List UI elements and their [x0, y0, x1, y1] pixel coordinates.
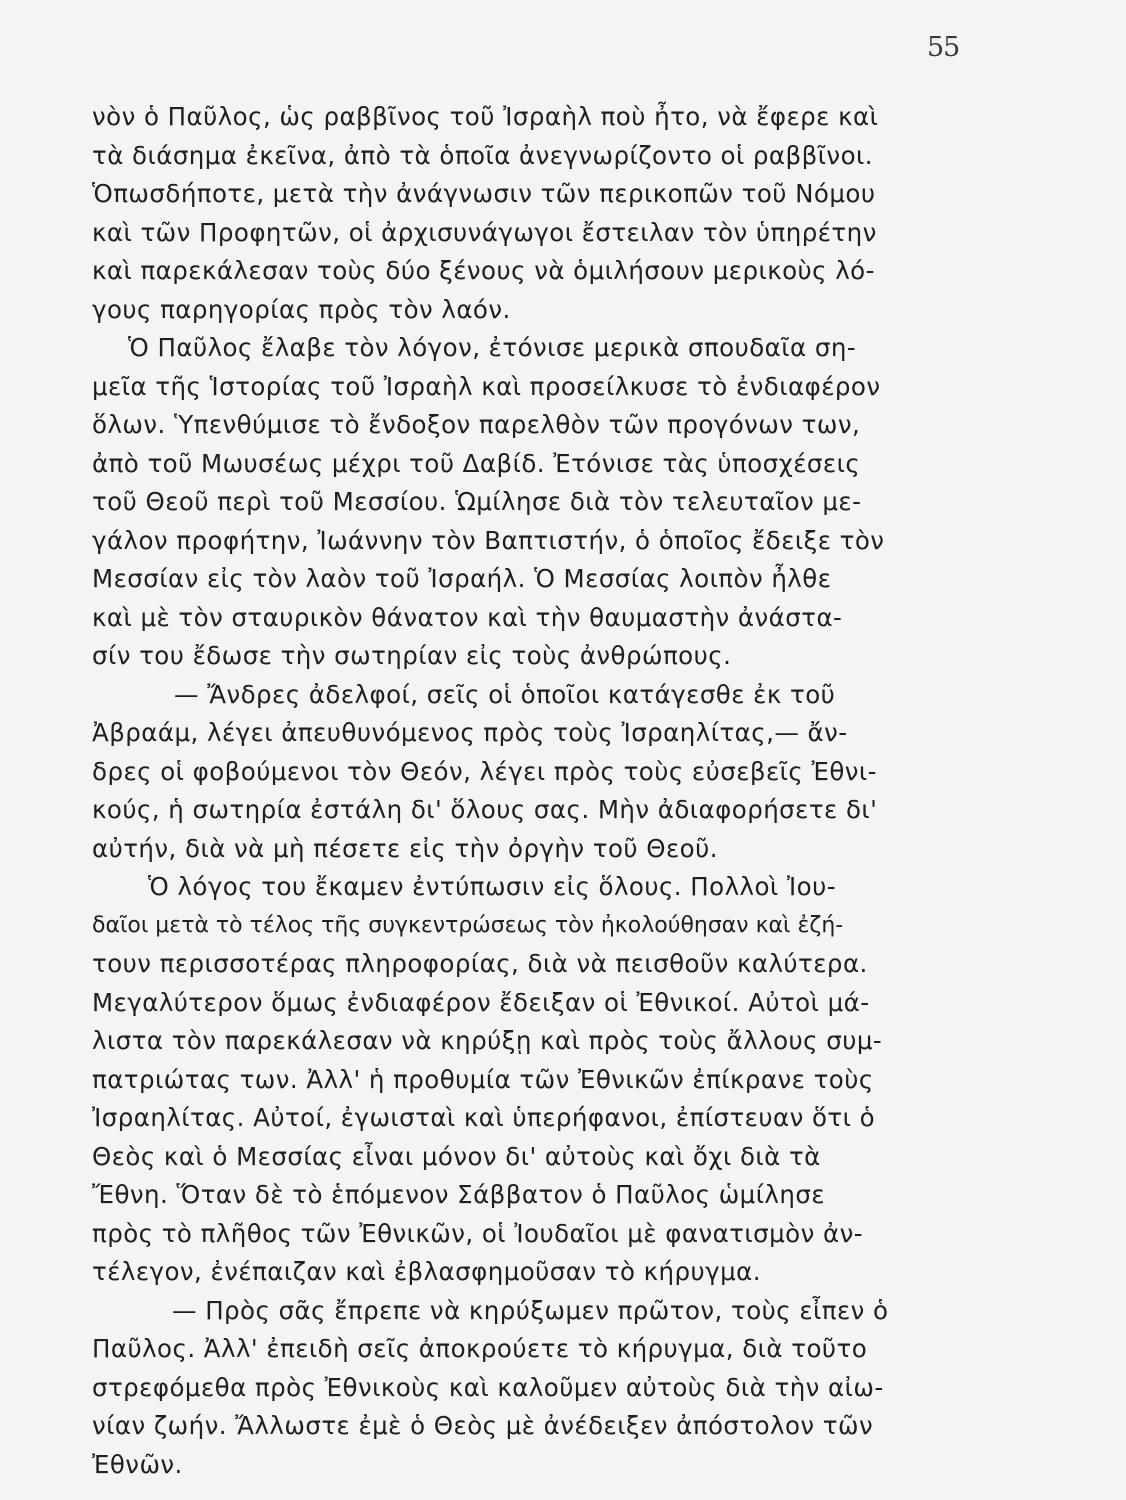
- text-line: ὅλων. Ὑπενθύμισε τὸ ἔνδοξον παρελθὸν τῶν προγόνων των,: [92, 410, 861, 439]
- text-line: γάλον προφήτην, Ἰωάννην τὸν Βαπτιστήν, ὁ ὁποῖος ἔδειξε τὸν: [92, 525, 885, 555]
- text-line: Μεγαλύτερον ὅμως ἐνδιαφέρον ἔδειξαν οἱ Ἐθνικοί. Αὐτοὶ μά-: [92, 987, 870, 1017]
- text-line: αὐτήν, διὰ νὰ μὴ πέσετε εἰς τὴν ὀργὴν τοῦ Θεοῦ.: [92, 833, 718, 863]
- text-line: νὸν ὁ Παῦλος, ὡς ραββῖνος τοῦ Ἰσραὴλ ποὺ ἦτο, νὰ ἔφερε καὶ: [92, 102, 879, 131]
- text-line: τέλεγον, ἐνέπαιζαν καὶ ἐβλασφημοῦσαν τὸ κήρυγμα.: [92, 1257, 761, 1286]
- text-line: τὰ διάσημα ἐκεῖνα, ἀπὸ τὰ ὁποῖα ἀνεγνωρίζοντο οἱ ραββῖνοι.: [92, 140, 873, 170]
- text-line: Ἐθνῶν.: [92, 1449, 183, 1479]
- text-line: Ἔθνη. Ὅταν δὲ τὸ ἑπόμενον Σάββατον ὁ Παῦλος ὡμίλησε: [92, 1180, 826, 1209]
- text-line: Ὁ λόγος του ἔκαμεν ἐντύπωσιν εἰς ὅλους. Πολλοὶ Ἰου-: [148, 872, 837, 901]
- text-line: Ὁ Παῦλος ἔλαβε τὸν λόγον, ἐτόνισε μερικὰ σπουδαῖα ση-: [128, 333, 857, 362]
- page-number: 55: [927, 32, 960, 63]
- text-line: Ὁπωσδήποτε, μετὰ τὴν ἀνάγνωσιν τῶν περικοπῶν τοῦ Νόμου: [92, 179, 876, 208]
- text-line: τοῦ Θεοῦ περὶ τοῦ Μεσσίου. Ὡμίλησε διὰ τὸν τελευταῖον με-: [92, 487, 862, 516]
- text-line: καὶ μὲ τὸν σταυρικὸν θάνατον καὶ τὴν θαυμαστὴν ἀνάστα-: [92, 602, 843, 632]
- text-line: Ἀβραάμ, λέγει ἀπευθυνόμενος πρὸς τοὺς Ἰσραηλίτας,— ἄν-: [92, 718, 848, 747]
- text-line: κούς, ἡ σωτηρία ἐστάλη δι' ὅλους σας. Μὴν ἀδιαφορήσετε δι': [92, 795, 878, 824]
- text-line: δρες οἱ φοβούμενοι τὸν Θεόν, λέγει πρὸς τοὺς εὐσεβεῖς Ἐθνι-: [92, 756, 877, 786]
- text-line: νίαν ζωήν. Ἄλλωστε ἐμὲ ὁ Θεὸς μὲ ἀνέδειξεν ἀπόστολον τῶν: [92, 1411, 874, 1440]
- text-line: λιστα τὸν παρεκάλεσαν νὰ κηρύξῃ καὶ πρὸς τοὺς ἄλλους συμ-: [92, 1026, 883, 1055]
- text-line: σίν του ἔδωσε τὴν σωτηρίαν εἰς τοὺς ἀνθρώπους.: [92, 641, 732, 670]
- text-line: Παῦλος. Ἀλλ' ἐπειδὴ σεῖς ἀποκρούετε τὸ κήρυγμα, διὰ τοῦτο: [92, 1334, 868, 1363]
- text-line: Ἰσραηλίτας. Αὐτοί, ἐγωισταὶ καὶ ὑπερήφανοι, ἐπίστευαν ὅτι ὁ: [92, 1103, 876, 1132]
- text-line: καὶ παρεκάλεσαν τοὺς δύο ξένους νὰ ὁμιλήσουν μερικοὺς λό-: [92, 256, 875, 285]
- text-line: ἀπὸ τοῦ Μωυσέως μέχρι τοῦ Δαβίδ. Ἐτόνισε τὰς ὑποσχέσεις: [92, 448, 861, 478]
- text-line: καὶ τῶν Προφητῶν, οἱ ἀρχισυνάγωγοι ἔστειλαν τὸν ὑπηρέτην: [92, 217, 877, 247]
- text-line: στρεφόμεθα πρὸς Ἐθνικοὺς καὶ καλοῦμεν αὐτοὺς διὰ τὴν αἰω-: [92, 1372, 884, 1402]
- text-line: πατριώτας των. Ἀλλ' ἡ προθυμία τῶν Ἐθνικῶν ἐπίκρανε τοὺς: [92, 1064, 874, 1094]
- text-line: Θεὸς καὶ ὁ Μεσσίας εἶναι μόνον δι' αὐτοὺς καὶ ὄχι διὰ τὰ: [92, 1141, 821, 1171]
- text-line: τουν περισσοτέρας πληροφορίας, διὰ νὰ πεισθοῦν καλύτερα.: [92, 949, 868, 978]
- text-line: Μεσσίαν εἰς τὸν λαὸν τοῦ Ἰσραήλ. Ὁ Μεσσίας λοιπὸν ἦλθε: [92, 564, 832, 593]
- body-text: [92, 98, 972, 1484]
- text-line: δαῖοι μετὰ τὸ τέλος τῆς συγκεντρώσεως τὸν ἠκολούθησαν καὶ ἐζή-: [92, 912, 844, 938]
- text-line: γους παρηγορίας πρὸς τὸν λαόν.: [92, 294, 511, 324]
- text-line: — Πρὸς σᾶς ἔπρεπε νὰ κηρύξωμεν πρῶτον, τοὺς εἶπεν ὁ: [172, 1295, 889, 1325]
- text-line: μεῖα τῆς Ἱστορίας τοῦ Ἰσραὴλ καὶ προσείλκυσε τὸ ἐνδιαφέρον: [92, 371, 881, 401]
- text-line: — Ἄνδρες ἀδελφοί, σεῖς οἱ ὁποῖοι κατάγεσθε ἐκ τοῦ: [174, 679, 836, 709]
- text-line: πρὸς τὸ πλῆθος τῶν Ἐθνικῶν, οἱ Ἰουδαῖοι μὲ φανατισμὸν ἀν-: [92, 1218, 863, 1248]
